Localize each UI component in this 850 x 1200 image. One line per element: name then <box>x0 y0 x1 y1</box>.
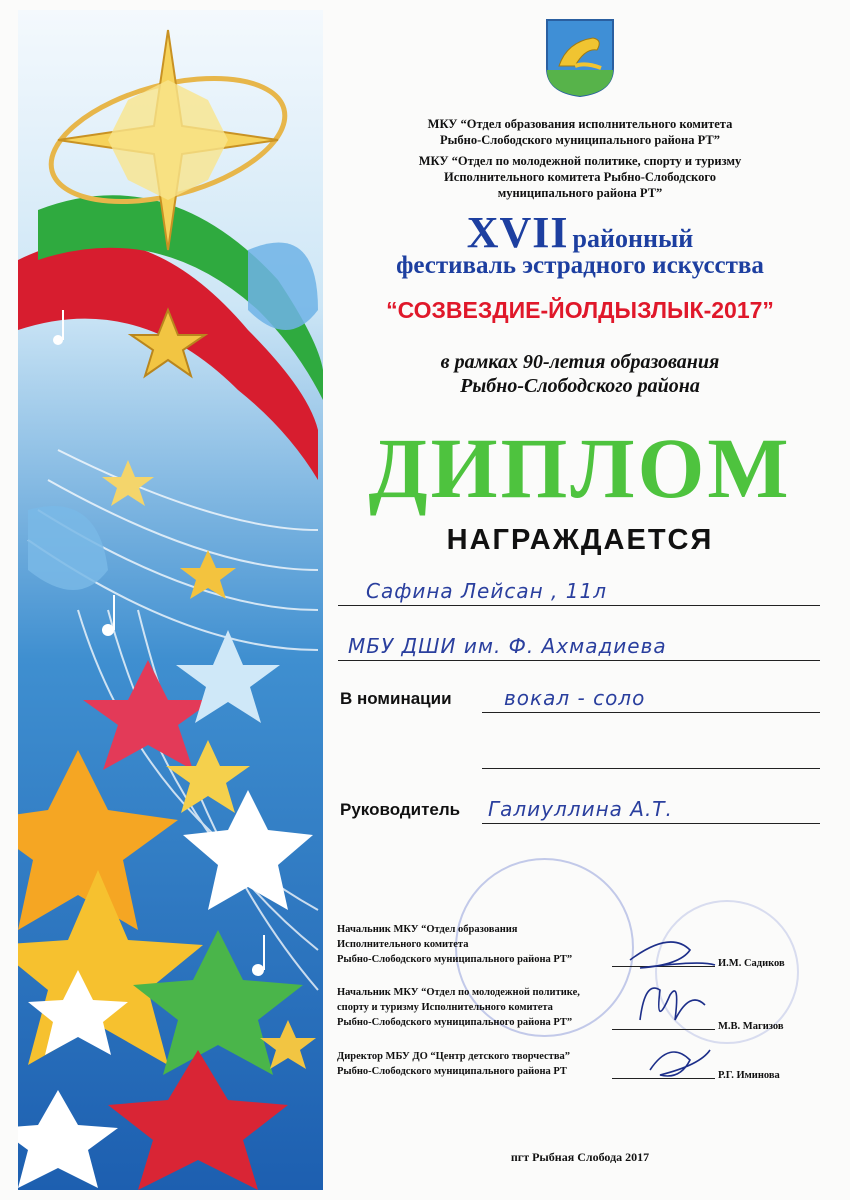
leader-line <box>482 793 820 824</box>
leader-label: Руководитель <box>340 800 461 819</box>
nomination-line <box>482 682 820 713</box>
nomination-value: вокал - соло <box>504 686 646 710</box>
signature-2-line-3: Рыбно-Слободского муниципального района РТ” <box>337 1017 573 1028</box>
festival-artwork-image <box>18 10 323 1190</box>
org-line-3: МКУ “Отдел по молодежной политике, спорту и туризму <box>418 154 742 168</box>
organizer-1 <box>340 116 820 148</box>
recipient-name: Сафина Лейсан , 11л <box>366 579 607 603</box>
festival-title: фестиваль эстрадного искусства <box>396 252 764 279</box>
handwritten-signatures <box>610 920 730 1090</box>
decorative-artwork <box>18 10 323 1190</box>
signature-2-line-1: Начальник МКУ “Отдел по молодежной политике, <box>337 987 580 998</box>
diploma-heading: ДИПЛОМ <box>368 420 792 516</box>
signature-block-3 <box>337 1049 570 1079</box>
footer-place-year: пгт Рыбная Слобода 2017 <box>510 1150 650 1164</box>
signature-3-name: Р.Г. Иминова <box>718 1070 780 1081</box>
festival-roman-number: XVII <box>466 208 569 257</box>
signature-3-line-2: Рыбно-Слободского муниципального района РТ <box>337 1066 567 1077</box>
institution-line <box>338 630 820 661</box>
org-line-5: муниципального района РТ” <box>497 186 663 200</box>
signature-1-name: И.М. Садиков <box>718 958 785 969</box>
recipient-line <box>338 575 820 606</box>
signature-2-line-2: спорту и туризму Исполнительного комитета <box>337 1002 553 1013</box>
nomination-label: В номинации <box>340 689 452 708</box>
signature-3-line-1: Директор МБУ ДО “Центр детского творчества” <box>337 1051 571 1062</box>
festival-context <box>340 350 820 398</box>
org-line-2: Рыбно-Слободского муниципального района РТ” <box>440 133 720 147</box>
signature-block-2 <box>337 985 580 1030</box>
signature-1-line-3: Рыбно-Слободского муниципального района РТ” <box>337 954 573 965</box>
organizer-2 <box>340 153 820 201</box>
org-line-1: МКУ “Отдел образования исполнительного комитета <box>427 117 733 131</box>
signature-1-line-1: Начальник МКУ “Отдел образования <box>337 924 518 935</box>
awarded-heading: НАГРАЖДАЕТСЯ <box>446 524 714 556</box>
coat-of-arms-emblem <box>545 18 615 98</box>
festival-number <box>340 207 820 258</box>
festival-name: “СОЗВЕЗДИЕ-ЙОЛДЫЗЛЫК-2017” <box>386 297 774 323</box>
context-line-2: Рыбно-Слободского района <box>460 375 700 397</box>
leader-name: Галиуллина А.Т. <box>488 797 673 821</box>
blank-line <box>482 738 820 769</box>
signature-1-line-2: Исполнительного комитета <box>337 939 469 950</box>
institution-name: МБУ ДШИ им. Ф. Ахмадиева <box>348 634 667 658</box>
festival-level: районный <box>572 224 694 253</box>
signature-2-name: М.В. Магизов <box>718 1021 784 1032</box>
org-line-4: Исполнительного комитета Рыбно-Слободского <box>444 170 716 184</box>
context-line-1: в рамках 90-летия образования <box>440 351 720 373</box>
signature-block-1 <box>337 922 572 967</box>
